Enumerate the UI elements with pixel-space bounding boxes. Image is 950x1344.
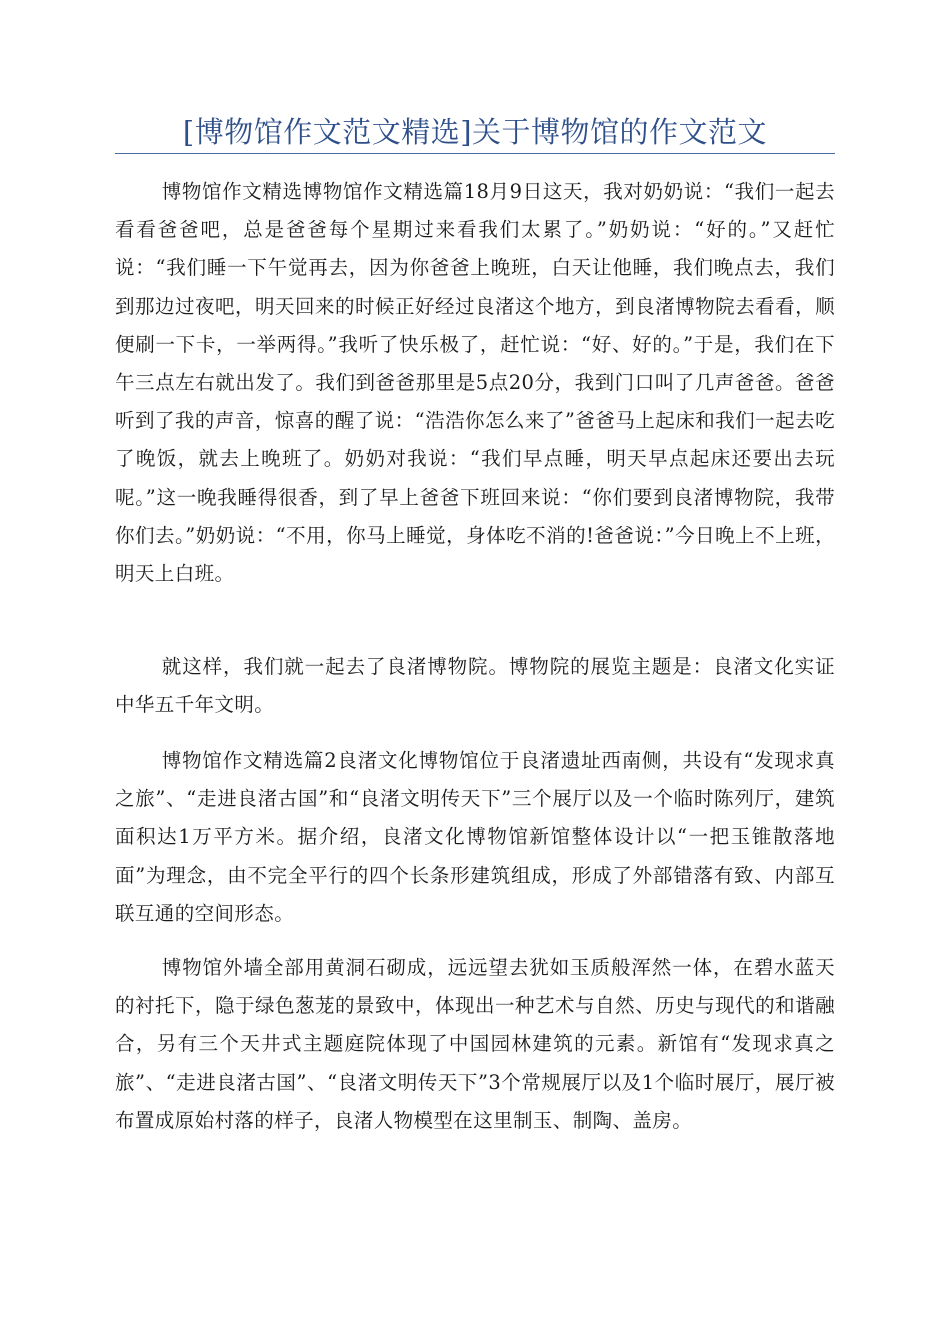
paragraph-2: 就这样，我们就一起去了良渚博物院。博物院的展览主题是：良渚文化实证中华五千年文明。 — [115, 655, 835, 717]
page-title: [博物馆作文范文精选]关于博物馆的作文范文 — [182, 115, 768, 149]
paragraph-4: 博物馆外墙全部用黄洞石砌成，远远望去犹如玉质般浑然一体，在碧水蓝天的衬托下，隐于绿色葱茏的景致中，体现出一种艺术与自然、历史与现代的和谐融合，另有三个天井式主题庭院体现了中国园林建筑的元素。新馆有“发现求真之旅”、“走进良渚古国”、“良渚文明传天下”3个常规展厅以及1个临时展厅，展厅被布置成原始村落的样子，良渚人物模型在这里制玉、制陶、盖房。 — [115, 956, 835, 1132]
paragraph-3: 博物馆作文精选篇2良渚文化博物馆位于良渚遗址西南侧，共设有“发现求真之旅”、“走进良渚古国”和“良渚文明传天下”三个展厅以及一个临时陈列厅，建筑面积达1万平方米。据介绍，良渚文化博物馆新馆整体设计以“一把玉锥散落地面”为理念，由不完全平行的四个长条形建筑组成，形成了外部错落有致、内部互联互通的空间形态。 — [115, 749, 835, 925]
paragraph-1: 博物馆作文精选博物馆作文精选篇18月9日这天，我对奶奶说：“我们一起去看看爸爸吧，总是爸爸每个星期过来看我们太累了。”奶奶说：“好的。”又赶忙说：“我们睡一下午觉再去，因为你爸爸上晚班，白天让他睡，我们晚点去，我们到那边过夜吧，明天回来的时候正好经过良渚这个地方，到良渚博物院去看看，顺便刷一下卡，一举两得。”我听了快乐极了，赶忙说：“好、好的。”于是，我们在下午三点左右就出发了。我们到爸爸那里是5点20分，我到门口叫了几声爸爸。爸爸听到了我的声音，惊喜的醒了说：“浩浩你怎么来了”爸爸马上起床和我们一起去吃了晚饭，就去上晚班了。奶奶对我说：“我们早点睡，明天早点起床还要出去玩呢。”这一晚我睡得很香，到了早上爸爸下班回来说：“你们要到良渚博物院，我带你们去。”奶奶说：“不用，你马上睡觉，身体吃不消的!爸爸说：”今日晚上不上班，明天上白班。 — [115, 180, 835, 586]
title-divider — [115, 153, 835, 154]
